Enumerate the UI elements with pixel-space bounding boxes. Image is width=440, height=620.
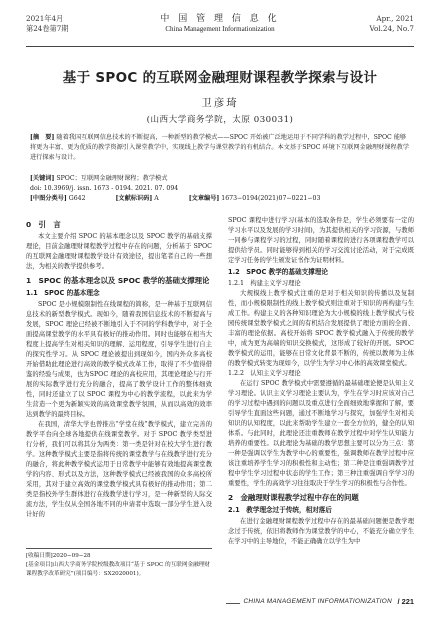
keywords-label: [关键词] — [30, 175, 55, 182]
header-date: 2021年4月 — [26, 14, 64, 23]
header-issue-en — [369, 14, 414, 34]
doc-code — [116, 195, 173, 202]
art-label: [文章编号] — [188, 195, 220, 202]
clc-label: [中图分类号] — [30, 195, 67, 202]
received-date: [收稿日期]2020−09−28 — [26, 553, 91, 559]
doc-label: [文献标识码] — [115, 195, 153, 202]
doc-value: A — [154, 195, 159, 202]
fund-project: [基金项目]山西大学商务学院校级教改项目“基于 SPOC 的互联网金融理财课程教学改革研究”(项目编号：SX2020001)。 — [26, 562, 210, 577]
paragraph: 在进行金融理财课程教学过程中存在的最基础问题便是教学理念过于传统，依旧将教师作为课堂教学的中心，不能充分确立学生在学习中的主导地位，不能正确确立以学生为中 — [228, 518, 414, 545]
journal-name-en: China Management Informationization — [165, 25, 275, 33]
page-number: / 221 — [397, 597, 414, 606]
keywords-text: SPOC；互联网金融理财课程；教学模式 — [56, 175, 168, 182]
article-title: 基于 SPOC 的互联网金融理财课程教学探索与设计 — [62, 70, 378, 86]
subsection-heading-1-2: 1.2 SPOC 教学的基础支撑理论 — [228, 268, 328, 276]
clc-value: G642 — [68, 195, 86, 202]
header-journal — [26, 14, 414, 34]
header-divider — [26, 46, 414, 47]
footer-journal: CHINA MANAGEMENT INFORMATIONIZATION — [240, 598, 393, 605]
paragraph: 本文主要介绍 SPOC 的基本理念以及 SPOC 教学的基础支撑理论，目前金融理财课程教学过程中存在的问题，分析基于 SPOC 的互联网金融理财课程教学设计有效途径，提出笔者自己的一些想法，为相关的教学提供参考。 — [26, 233, 212, 270]
paragraph: SPOC 课程中进行学习(基本的选取条件是，学生必须要有一定的学习水平以及发展的学习时间)，为其提供相关的学习资源，与教师一同参与课程学习的过程，同时随着课程的进行各项课程教学可以提供给学员。同时能够得到相关的学习交流讨论活动，对于完成既定学习任务的学生颁发证书作为证明材料。 — [228, 217, 414, 264]
art-value: 1673−0194(2021)07−0221−03 — [221, 195, 321, 202]
left-column — [26, 216, 212, 520]
abstract — [30, 133, 410, 163]
article-number — [189, 195, 335, 202]
header-volume-en: Vol.24, No.7 — [369, 24, 414, 33]
paragraph: 在运行 SPOC 教学模式中需要遵循的最基础理论便是认知主义学习理论。认识主义学习理论主要认为，学生在学习时应该对自己的学习过程中遇到的问题以及重点进行全面细致地掌握和了解，要引导学生直面这些问题，通过不断地学习与探究，加强学生对相关知识的认知程度，以此来帮助学生建立一套全方位的，健全的认知体系。与此同时，此理论还注重教师在教学过程中对学生认知能力培养的重要性。以此理论为基础的教学思想主要可以分为三点：第一种是强调以学生为教学中心的重要性，强调教师在教学过程中应该注重培养学生学习的积极性和主动性；第二种是注重强调教学过程中学生学习过程中状态的学生工作；第三种注重强调自学学习的重要性，学生的高效学习往往取决于学生学习的积极性与合作性。 — [228, 380, 414, 487]
running-header — [26, 14, 414, 44]
doi-line: doi: 10.3969/j. issn. 1673 - 0194. 2021. 07. 094 — [30, 185, 179, 192]
section-heading-1: 1 SPOC 的基本理念以及 SPOC 教学的基础支撑理论 — [26, 276, 210, 285]
header-volume: 第24卷第7期 — [26, 24, 69, 33]
subsubsection-heading-1-2-1: 1.2.1 构建主义学习理论 — [228, 280, 301, 287]
section-heading-intro: 0 引 言 — [26, 220, 61, 229]
abstract-label: [摘 要] — [30, 134, 55, 141]
subsubsection-heading-1-2-2: 1.2.2 认知主义学习理论 — [228, 370, 301, 377]
paragraph: SPOC 是小规模限制性在线课程的简称，是一种基于互联网信息技术的新型教学模式。现如今，随着我国信息技术的不断提高与发展，SPOC 理论已经被不断地引入于不同的学科教学中，对于全面提高课堂教学的水平具有极好的推动作用。同时也能够在相当大程度上提高学生对相关知识的理解、运用程度，引导学生进行自主的探究性学习。从 SPOC 理论被提出到现如今，国内外众多高校开始借助此理论进行高效的教学模式改革工作，取得了不少值得借鉴的经验与成果，也为SPOC 理论的高校应用，其理论理论与行开展的实际教学进行充分的融合，提高了教学设计工作的整体细致性，同时还建立了以 SPOC 课程为中心的教学流程，以此来为学生营造一个更为新颖实效的高效课堂教学氛围，从而以高效的效率达到教学的最终目标。 — [26, 301, 212, 418]
subsection-heading-1-1: 1.1 SPOC 的基本理念 — [26, 289, 100, 297]
page-footer — [226, 596, 414, 608]
classification-line — [30, 194, 410, 204]
footnote — [26, 548, 212, 579]
paragraph: 大规模线上教学模式注重的是对于相关知识的传播以及复制性，而小规模限制性的线上教学模式则注重对于知识的再构建与生成工作。构建主义的各种知识理论为大小规模的线上教学模式与校园传统课堂教学模式之间的有机结合发展提供了理论方面的全面、丰富的理论依据。高校开始将 SPOC 教学模式融入于传统的教学中，成为更为高端的知识交换模式，这形成了较好的开展。SPOC 教学模式的运用，能够在日常文化背景不断的，传统以教师为主体的教学模式转变为现如今，以学生为学习中心体的高效课堂模式。 — [228, 290, 414, 367]
subsection-heading-2-1: 2.1 教学理念过于传统，相对落后 — [228, 506, 332, 514]
right-column — [228, 216, 414, 547]
section-heading-2: 2 金融理财课程教学过程中存在的问题 — [228, 493, 359, 502]
author-affiliation: (山西大学商务学院，太原 030031) — [146, 115, 294, 125]
journal-name-cn: 中 国 管 理 信 息 化 — [160, 14, 280, 24]
paragraph: 在我国，清华大学也曾推出“学堂在线”教学模式，建立完善的教学平台向全球各地提供在线课堂教学。对于 SPOC 教学类型进行分析，我们可以将其分为两类：第一类是针对在校大学生进行教学。这种教学模式主要是指将传统的课堂教学与在线教学进行充分的融合，将此种教学模式运用于日常教学中能够有效地提高课堂教学的内容、形式以及方法，这种教学模式已经被我国的众多高校所采用，其对于建立高效的课堂教学模式具有极好的推动作用；第二类是指校外学生群体进行在线教学进行学习，是一种新型的人际交流方法，学生仅从全国各地不同的申请者中选取一部分学生进入设计好的 — [26, 421, 212, 518]
article-author: 卫彦琦 — [201, 97, 239, 109]
keywords — [30, 174, 410, 184]
abstract-text: 随着我国互联网信息技术的不断提高，一种新型的教学模式——SPOC 开始被广泛地运用于不同学科的教学过程中，SPOC 能够将更为丰富、更为优质的教学资源引入课堂教学中，实现线上教学与课堂教学的有机结合。本文基于SPOC 环境下互联网金融理财课程教学进行探索与设计。 — [30, 134, 410, 161]
header-date-en: Apr., 2021 — [376, 14, 414, 23]
clc-code — [30, 195, 100, 202]
